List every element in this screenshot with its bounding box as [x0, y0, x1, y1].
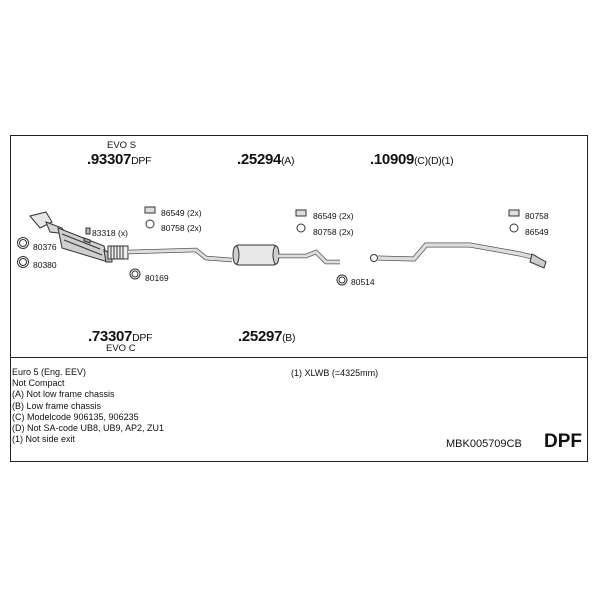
note-line: (A) Not low frame chassis [12, 389, 115, 400]
part-suffix: DPF [132, 332, 153, 344]
hanger-86549-b[interactable] [296, 210, 306, 216]
note-line: (1) Not side exit [12, 434, 76, 445]
callout-80376: 80376 [33, 242, 57, 252]
part-suffix: DPF [131, 155, 152, 167]
footnote: (1) XLWB (=4325mm) [291, 368, 379, 378]
part-number: .25294 [237, 151, 282, 168]
notes-list [12, 367, 164, 445]
callout-80514: 80514 [351, 277, 375, 287]
part-number: .73307 [88, 328, 133, 345]
clamp-ring-80380[interactable] [18, 257, 29, 268]
part-suffix: (C)(D)(1) [414, 155, 454, 167]
clamp-80758-a[interactable] [146, 220, 154, 228]
rear-section[interactable] [371, 245, 547, 268]
part-number: .10909 [370, 151, 415, 168]
part-suffix: (A) [281, 155, 295, 167]
variant-label-evo-s: EVO S [107, 140, 137, 151]
callout-86549-2x-b: 86549 (2x) [313, 211, 354, 221]
clamp-86549[interactable] [510, 224, 518, 232]
callout-80758-2x-a: 80758 (2x) [161, 223, 202, 233]
part-suffix: (B) [282, 332, 296, 344]
callout-80380: 80380 [33, 260, 57, 270]
note-line: Not Compact [12, 378, 65, 389]
flex-joint[interactable] [108, 246, 128, 259]
bracket-83318[interactable] [86, 228, 90, 234]
hanger-80758[interactable] [509, 210, 519, 216]
note-line: (B) Low frame chassis [12, 400, 102, 411]
kit-code: MBK005709CB [446, 438, 522, 450]
callout-80758: 80758 [525, 211, 549, 221]
clamp-ring-80376[interactable] [18, 238, 29, 249]
part-number: .25297 [238, 328, 283, 345]
clamp-80169[interactable] [130, 269, 140, 279]
callout-86549: 86549 [525, 227, 549, 237]
callout-80758-2x-b: 80758 (2x) [313, 227, 354, 237]
variant-label-evo-c: EVO C [106, 343, 136, 354]
kit-type: DPF [544, 431, 582, 452]
note-line: (D) Not SA-code UB8, UB9, AP2, ZU1 [12, 423, 165, 434]
callout-86549-2x-a: 86549 (2x) [161, 208, 202, 218]
clamp-80514[interactable] [337, 275, 347, 285]
hanger-86549-a[interactable] [145, 207, 155, 213]
clamp-80758-b[interactable] [297, 224, 305, 232]
note-line: Euro 5 (Eng. EEV) [12, 367, 87, 377]
callout-80169: 80169 [145, 273, 169, 283]
middle-silencer[interactable] [233, 245, 279, 265]
callout-83318: 83318 (x) [92, 228, 128, 238]
part-number: .93307 [87, 151, 132, 168]
note-line: (C) Modelcode 906135, 906235 [12, 411, 139, 422]
dpf-assembly[interactable] [30, 212, 112, 262]
